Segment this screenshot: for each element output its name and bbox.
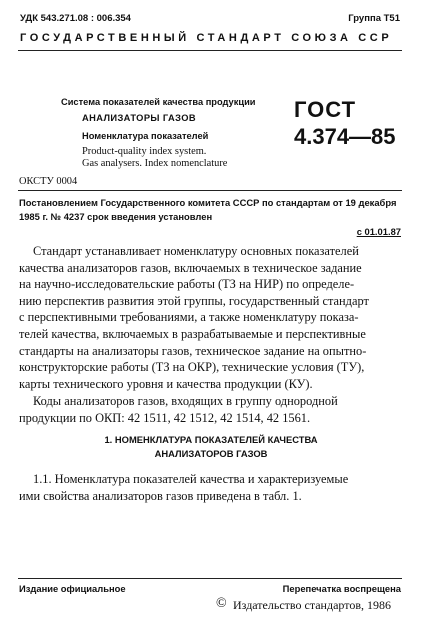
official-edition: Издание официальное xyxy=(19,583,126,594)
gost-number: 4.374—85 xyxy=(294,124,396,149)
header-rule xyxy=(18,50,402,51)
para3-line: ими свойства анализаторов газов приведена в табл. 1. xyxy=(19,488,302,503)
title-rule xyxy=(18,190,402,191)
reprint-notice: Перепечатка воспрещена xyxy=(282,583,401,594)
clause-1-1 xyxy=(19,471,403,504)
para1-line: конструкторские работы (ТЗ на ОКР), технические условия (ТУ), xyxy=(19,360,365,375)
english-title-1: Product-quality index system. xyxy=(82,146,207,157)
copyright-icon: © xyxy=(216,596,227,611)
subtitle: Номенклатура показателей xyxy=(82,131,209,141)
product-title: АНАЛИЗАТОРЫ ГАЗОВ xyxy=(82,113,196,123)
para1-line: на научно-исследовательские работы (ТЗ на НИР) по определе- xyxy=(19,277,355,292)
para1-line: Стандарт устанавливает номенклатуру основных показателей xyxy=(33,244,359,258)
decree-line-1: Постановлением Государственного комитета СССР по стандартам от 19 декабря xyxy=(19,197,397,208)
footer-rule xyxy=(18,578,402,579)
english-title-2: Gas analysers. Index nomenclature xyxy=(82,158,228,169)
okstu-code: ОКСТУ 0004 xyxy=(19,176,78,187)
codes-paragraph xyxy=(19,393,403,426)
para2-line: продукции по ОКП: 42 1511, 42 1512, 42 1514, 42 1561. xyxy=(19,410,311,425)
group-code: Группа Т51 xyxy=(348,13,400,24)
gost-label: ГОСТ xyxy=(294,97,357,122)
udk-code: УДК 543.271.08 : 006.354 xyxy=(20,13,131,24)
section-title-2: АНАЛИЗАТОРОВ ГАЗОВ xyxy=(154,448,268,459)
intro-paragraph xyxy=(19,243,403,392)
para1-line: карты технического уровня и качества продукции (КУ). xyxy=(19,376,313,391)
para1-line: с перспективными требованиями, а также номенклатуру показа- xyxy=(19,310,359,325)
para1-line: качества анализаторов газов, включаемых в техническое задание xyxy=(19,260,362,275)
publisher: Издательство стандартов, 1986 xyxy=(233,598,391,612)
decree-line-2: 1985 г. № 4237 срок введения установлен xyxy=(19,211,213,222)
para2-line: Коды анализаторов газов, входящих в группу однородной xyxy=(33,394,338,408)
para3-line: 1.1. Номенклатура показателей качества и характеризуемые xyxy=(33,472,349,486)
effective-date: с 01.01.87 xyxy=(356,226,401,237)
para1-line: стандарты на анализаторы газов, техническое задание на опытно- xyxy=(19,343,367,358)
para1-line: телей качества, включаемых в разрабатываемые и перспективные xyxy=(19,326,366,341)
system-title: Система показателей качества продукции xyxy=(61,97,256,107)
standard-banner: ГОСУДАРСТВЕННЫЙ СТАНДАРТ СОЮЗА ССР xyxy=(20,32,393,44)
section-title-1: 1. НОМЕНКЛАТУРА ПОКАЗАТЕЛЕЙ КАЧЕСТВА xyxy=(104,434,318,445)
para1-line: нию перспектив развития этой группы, государственный стандарт xyxy=(19,293,369,308)
